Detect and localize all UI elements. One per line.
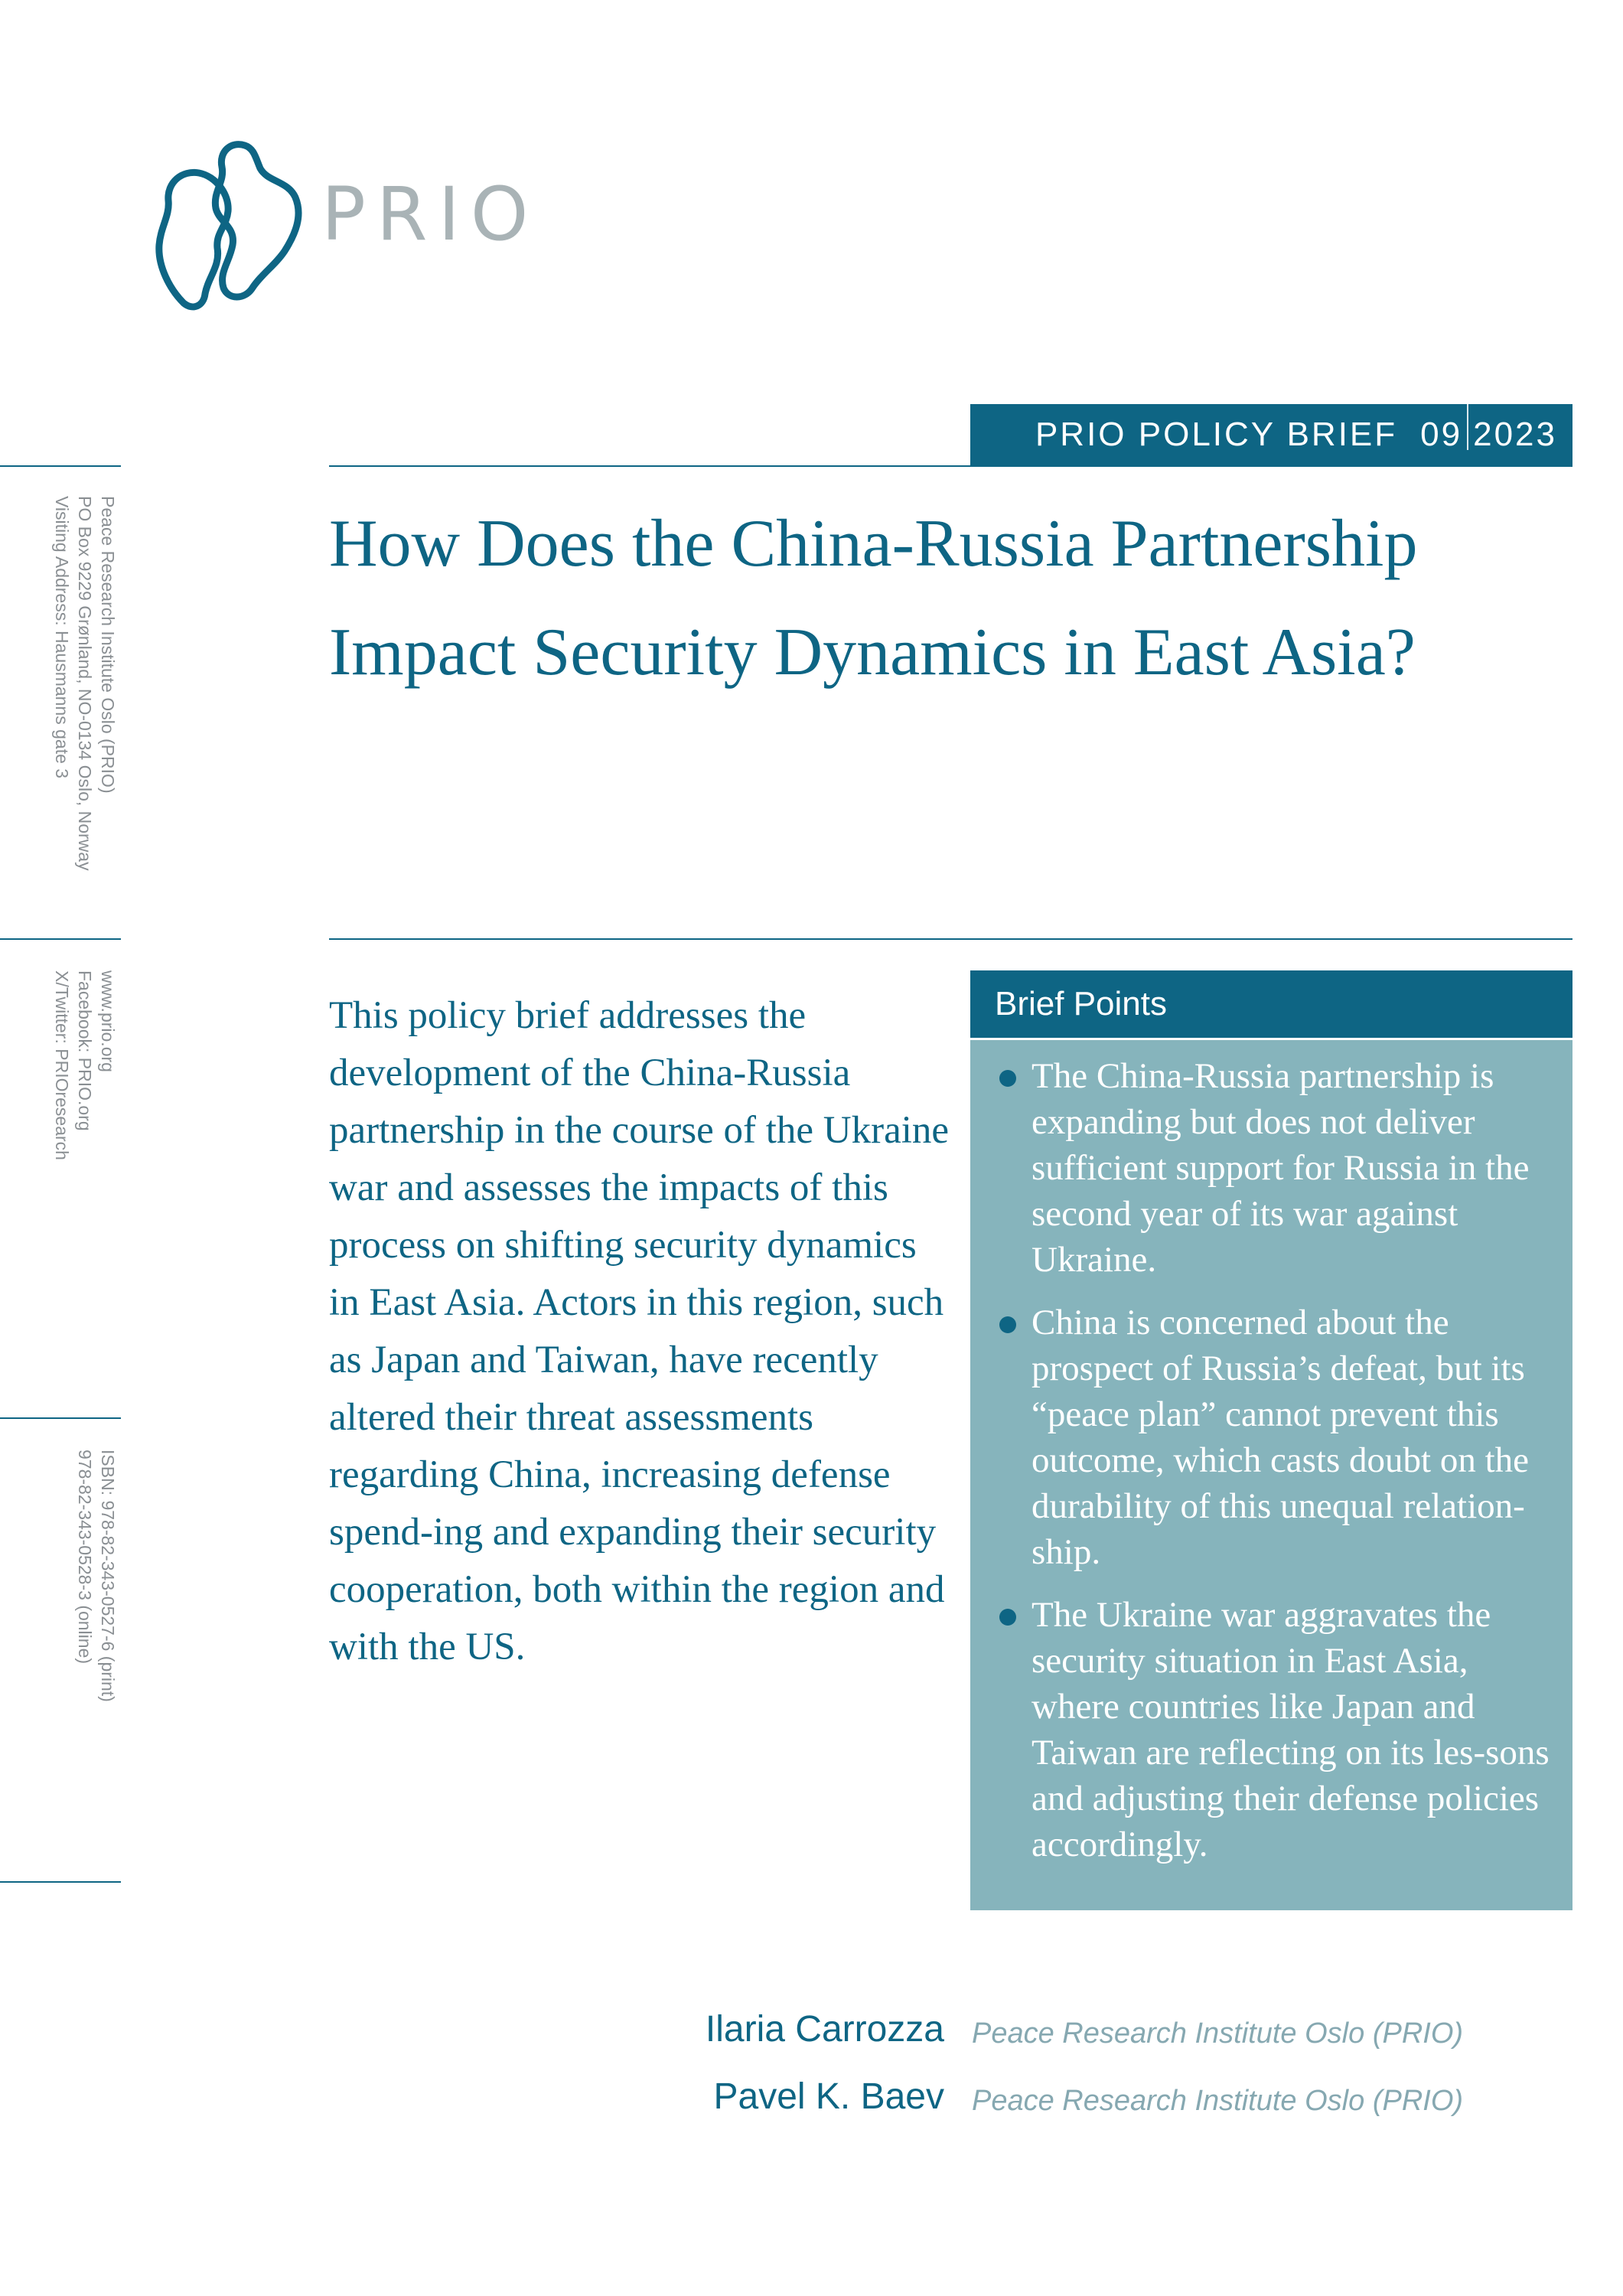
author-name: Ilaria Carrozza xyxy=(705,2009,944,2050)
brief-points-list xyxy=(995,1053,1561,1884)
isbn-online: 978-82-343-0528-3 (online) xyxy=(75,1450,95,1665)
title-bottom-rule xyxy=(329,938,1572,940)
sidebar-web xyxy=(51,970,119,1160)
twitter-link[interactable]: X/Twitter: PRIOresearch xyxy=(52,970,72,1160)
sidebar-rule xyxy=(0,1881,121,1883)
brief-points-heading: Brief Points xyxy=(970,970,1572,1038)
author-affiliation: Peace Research Institute Oslo (PRIO) xyxy=(972,2085,1464,2117)
list-item xyxy=(995,1053,1561,1283)
brief-point-text: The China-Russia partnership is expanding but does not deliver sufficient support for Russia in the second year of its war against Ukraine. xyxy=(1031,1056,1530,1280)
bullet-icon xyxy=(999,1316,1016,1333)
prio-wordmark: PRIO xyxy=(321,171,539,257)
author-affiliation: Peace Research Institute Oslo (PRIO) xyxy=(972,2017,1464,2050)
sidebar-rule xyxy=(0,1417,121,1419)
sidebar-rule xyxy=(0,938,121,940)
list-item xyxy=(995,1300,1561,1575)
sidebar-rule xyxy=(0,465,121,467)
policy-brief-label: PRIO POLICY BRIEF xyxy=(1035,416,1398,453)
brief-point-text: China is concerned about the prospect of Russia’s defeat, but its “peace plan” cannot prevent this outcome, which casts doubt on the durability of this unequal relation-ship. xyxy=(1031,1303,1530,1572)
policy-brief-banner xyxy=(970,404,1572,465)
sidebar-isbn xyxy=(73,1450,119,1702)
policy-brief-year: 2023 xyxy=(1473,416,1557,453)
brief-point-text: The Ukraine war aggravates the security situation in East Asia, where countries like Japan and Taiwan are reflecting on its les-sons and adjusting their defense policies accordingly. xyxy=(1031,1595,1550,1864)
title-top-rule xyxy=(329,465,1572,467)
brief-points-divider xyxy=(970,1038,1572,1040)
address-line: PO Box 9229 Grønland, NO-0134 Oslo, Norway xyxy=(75,496,95,871)
intro-paragraph: This policy brief addresses the development of the China-Russia partnership in the course of the Ukraine war and assesses the impacts of this process on shifting security dynamics in East Asia. Actors in this region, such as Japan and Taiwan, have recently altered their threat assessments regarding China, increasing defense spend-ing and expanding their security cooperation, both within the region and with the US. xyxy=(329,994,950,1668)
bullet-icon xyxy=(999,1070,1016,1087)
address-line: Peace Research Institute Oslo (PRIO) xyxy=(98,496,118,794)
author-name: Pavel K. Baev xyxy=(713,2076,944,2117)
address-line: Visiting Address: Hausmanns gate 3 xyxy=(52,496,72,779)
banner-divider xyxy=(1467,389,1468,450)
website-link[interactable]: www.prio.org xyxy=(98,970,118,1072)
list-item xyxy=(995,1592,1561,1867)
sidebar-address xyxy=(51,496,119,871)
policy-brief-number: 09 xyxy=(1420,416,1463,453)
prio-figures-logo-icon xyxy=(153,136,314,312)
facebook-link[interactable]: Facebook: PRIO.org xyxy=(75,970,95,1131)
page-title: How Does the China-Russia Partnership Impact Security Dynamics in East Asia? xyxy=(329,507,1418,690)
bullet-icon xyxy=(999,1609,1016,1626)
isbn-print: ISBN: 978-82-343-0527-6 (print) xyxy=(98,1450,118,1702)
